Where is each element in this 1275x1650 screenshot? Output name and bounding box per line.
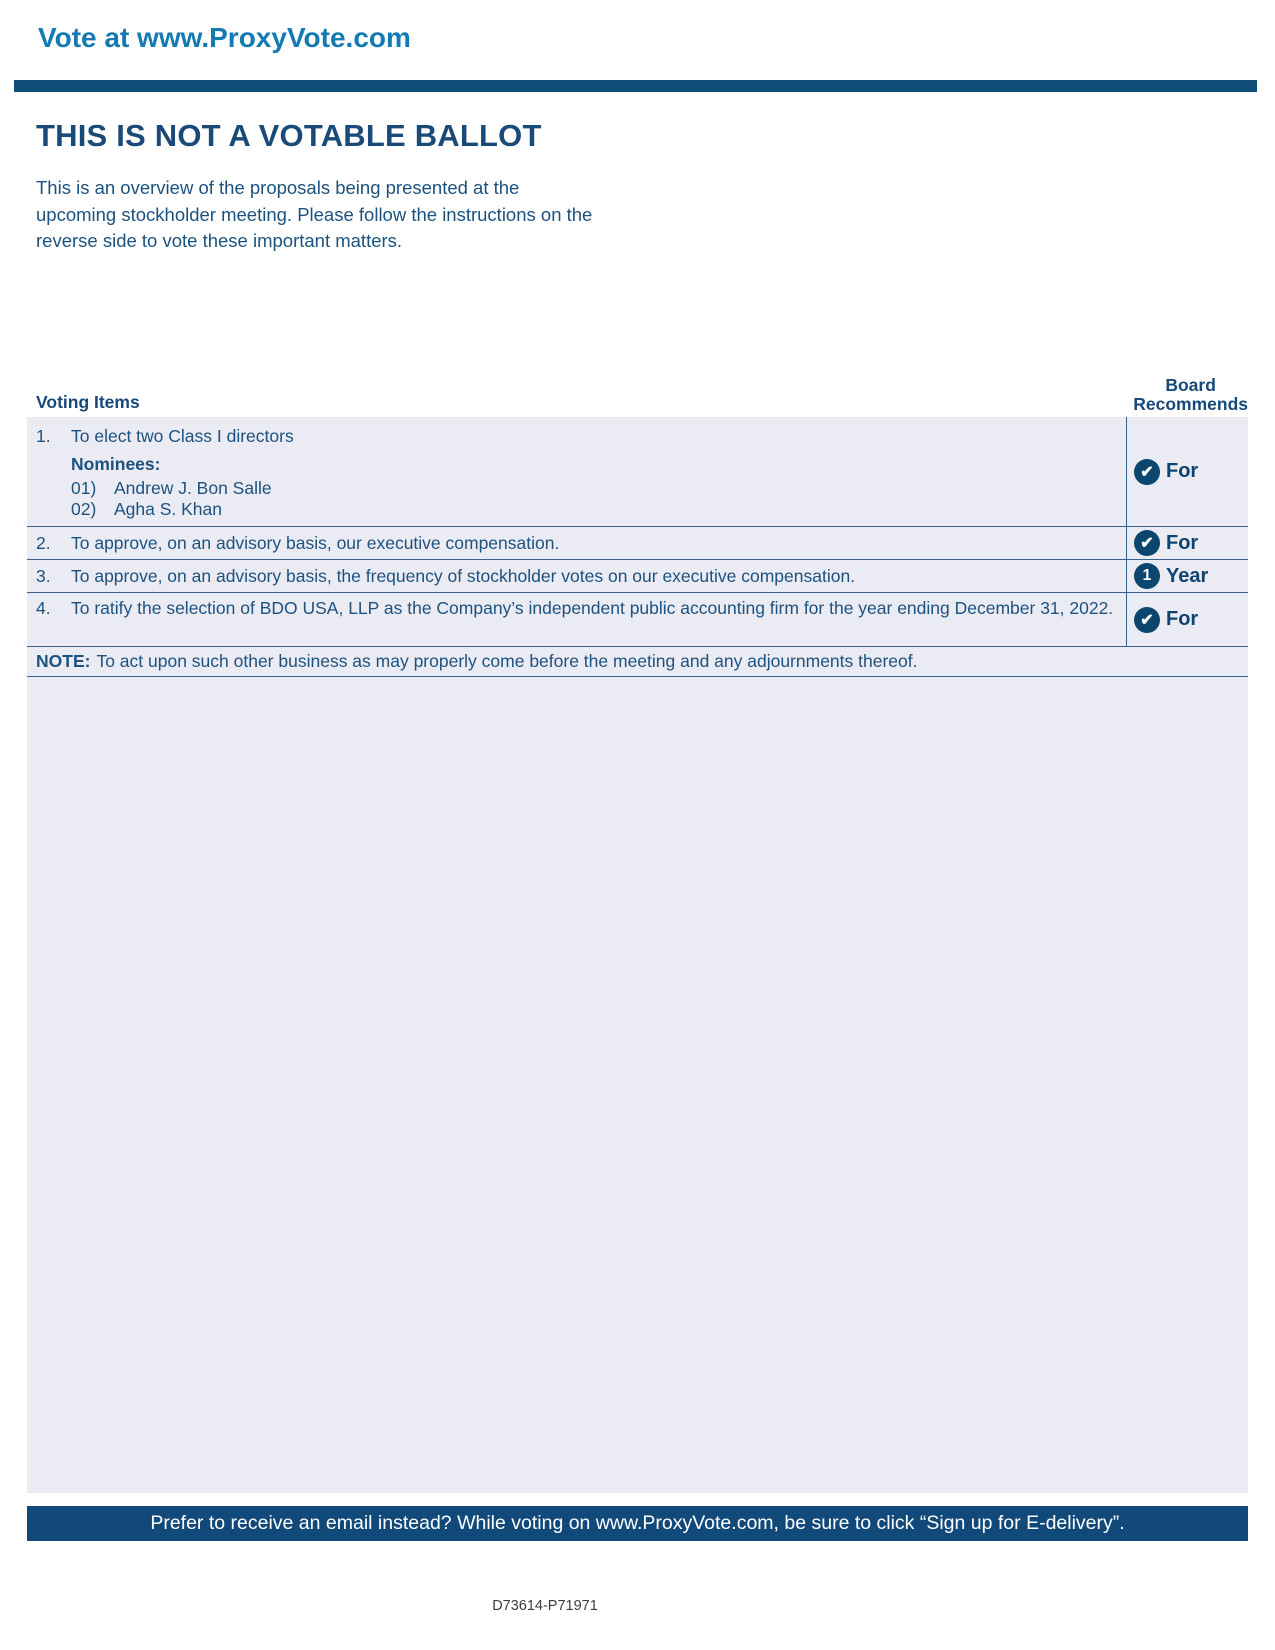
- check-circle-icon: ✔: [1134, 459, 1160, 485]
- proposal-4-cell: [27, 593, 1126, 646]
- note-row: [27, 647, 1248, 677]
- document-code: D73614-P71971: [492, 1598, 598, 1614]
- intro-paragraph: This is an overview of the proposals being presented at the upcoming stockholder meeting. Please follow the instructions on the reverse side to vote these important matters.: [36, 177, 593, 251]
- one-year-circle-icon: 1: [1134, 563, 1160, 589]
- voting-items-table: [27, 417, 1248, 1493]
- page-title: THIS IS NOT A VOTABLE BALLOT: [36, 118, 542, 153]
- note-text: To act upon such other business as may properly come before the meeting and any adjournments thereof.: [96, 651, 918, 671]
- recommend-cell: [1126, 417, 1248, 526]
- proposal-1-text: To elect two Class I directors: [71, 426, 294, 446]
- proposal-4-number: 4.: [36, 598, 51, 618]
- table-row: [27, 417, 1248, 527]
- table-row: [27, 593, 1248, 647]
- recommend-cell: [1126, 593, 1248, 646]
- proposal-3-cell: [27, 560, 1126, 592]
- proposal-2-text: To approve, on an advisory basis, our executive compensation.: [71, 532, 560, 553]
- voting-items-header: Voting Items: [36, 392, 140, 412]
- table-empty-area: [27, 677, 1248, 1493]
- proposal-1-number: 1.: [36, 426, 51, 446]
- recommend-label: For: [1166, 531, 1199, 554]
- check-circle-icon: ✔: [1134, 607, 1160, 633]
- table-row: [27, 527, 1248, 560]
- proposal-1-cell: [27, 417, 1126, 526]
- recommend-label: Year: [1166, 564, 1209, 587]
- recommend-label: For: [1166, 608, 1199, 630]
- header-rule-bar: [14, 80, 1257, 92]
- recommend-label: For: [1166, 460, 1199, 482]
- recommend-badge: [1127, 607, 1198, 633]
- proposal-3-text: To approve, on an advisory basis, the frequency of stockholder votes on our executive compensation.: [71, 565, 856, 586]
- note-label: NOTE:: [36, 651, 91, 671]
- edelivery-banner: Prefer to receive an email instead? While voting on www.ProxyVote.com, be sure to click “Sign up for E-delivery”.: [27, 1506, 1248, 1541]
- check-circle-icon: ✔: [1134, 530, 1160, 556]
- table-row: [27, 560, 1248, 593]
- nominee-1-name: Andrew J. Bon Salle: [114, 478, 272, 498]
- recommend-badge: [1127, 459, 1198, 485]
- nominees-label: Nominees:: [71, 454, 161, 474]
- proxyvote-url-heading: Vote at www.ProxyVote.com: [38, 22, 411, 53]
- proposal-3-number: 3.: [36, 565, 51, 586]
- board-recommends-line1: Board: [1165, 375, 1216, 395]
- nominee-2-number: 02): [71, 499, 97, 519]
- board-recommends-line2: Recommends: [1133, 394, 1248, 414]
- proposal-2-cell: [27, 527, 1126, 559]
- recommend-cell: [1126, 560, 1248, 592]
- recommend-cell: [1126, 527, 1248, 559]
- recommend-badge: [1127, 530, 1198, 556]
- nominee-item: [71, 499, 1126, 520]
- board-recommends-header: [1133, 376, 1248, 414]
- recommend-badge: [1127, 563, 1208, 589]
- nominee-item: [71, 478, 1126, 499]
- nominee-1-number: 01): [71, 478, 97, 498]
- proposal-2-number: 2.: [36, 532, 51, 553]
- proposal-4-text: To ratify the selection of BDO USA, LLP as the Company’s independent public accounting firm for the year ending December 31, 2022.: [71, 598, 1114, 618]
- nominee-2-name: Agha S. Khan: [114, 499, 222, 519]
